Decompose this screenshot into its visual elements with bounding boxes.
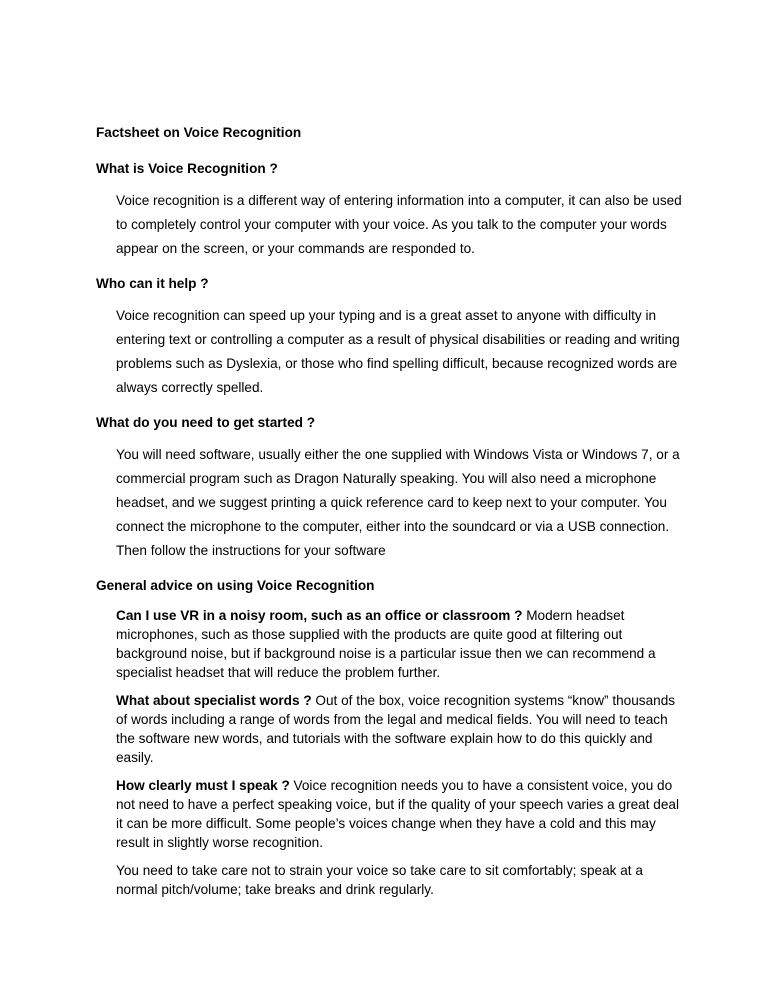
advice-closing-note: You need to take care not to strain your voice so take care to sit comfortably; speak at a normal pitch/volume; take breaks and drink regularly.	[116, 863, 643, 897]
section-heading-getting-started: What do you need to get started ?	[96, 415, 316, 430]
section-heading-general-advice: General advice on using Voice Recognition	[96, 578, 375, 593]
advice-answer-speak-clearly: Voice recognition needs you to have a consistent voice, you do not need to have a perfect speaking voice, but if the quality of your speech varies a great deal it can be more difficult. Some people’s voices change when they have a cold and this may result in slightly worse recognition.	[116, 778, 679, 850]
section-body-getting-started: You will need software, usually either the one supplied with Windows Vista or Windows 7, or a commercial program such as Dragon Naturally speaking. You will also need a microphone headset, and we suggest printing a quick reference card to keep next to your computer. You connect the microphone to the computer, either into the soundcard or via a USB connection. Then follow the instructions for your software	[116, 447, 680, 558]
advice-item-specialist-words	[116, 691, 686, 767]
advice-answer-specialist-words: Out of the box, voice recognition systems “know” thousands of words including a range of words from the legal and medical fields. You will need to teach the software new words, and tutorials with the software explain how to do this quickly and easily.	[116, 693, 676, 765]
section-heading-what-is: What is Voice Recognition ?	[96, 161, 278, 176]
advice-question-specialist-words: What about specialist words ?	[116, 693, 312, 708]
document-title: Factsheet on Voice Recognition	[96, 125, 302, 140]
advice-item-speak-clearly	[116, 776, 686, 852]
advice-answer-noisy-room: Modern headset microphones, such as those supplied with the products are quite good at filtering out background noise, but if background noise is a particular issue then we can recommend a specialist headset that will reduce the problem further.	[116, 608, 656, 680]
advice-item-noisy-room	[116, 606, 686, 682]
document-body	[96, 121, 686, 908]
section-body-what-is: Voice recognition is a different way of entering information into a computer, it can also be used to completely control your computer with your voice. As you talk to the computer your words appear on the screen, or your commands are responded to.	[116, 193, 682, 256]
advice-question-noisy-room: Can I use VR in a noisy room, such as an office or classroom ?	[116, 608, 523, 623]
section-body-who-can-help: Voice recognition can speed up your typing and is a great asset to anyone with difficulty in entering text or controlling a computer as a result of physical disabilities or reading and writing problems such as Dyslexia, or those who find spelling difficult, because recognized words are always correctly spelled.	[116, 308, 680, 395]
section-heading-who-can-help: Who can it help ?	[96, 276, 209, 291]
advice-question-speak-clearly: How clearly must I speak ?	[116, 778, 290, 793]
